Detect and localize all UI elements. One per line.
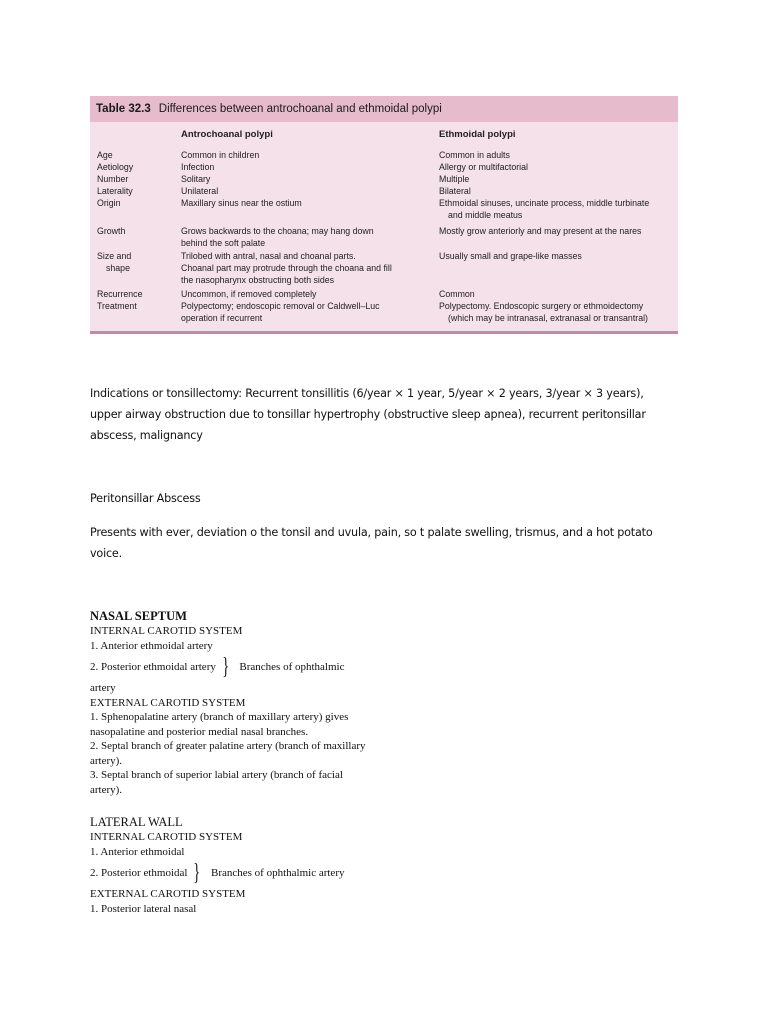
section-heading-lateral-wall: LATERAL WALL <box>90 815 183 829</box>
table-row: Treatment Polypectomy; endoscopic removal or Caldwell–Luc operation if recurrent Polypectomy. Endoscopic surgery or ethmoidectomy (which may be intranasal, extranasal or transantral) <box>97 301 648 323</box>
table-body <box>90 149 678 326</box>
brace-symbol: } <box>222 654 230 681</box>
nasal-septum-notes: NASAL SEPTUM INTERNAL CAROTID SYSTEM 1. Anterior ethmoidal artery 2. Posterior ethmoidal artery } Branches of ophthalmic artery EXTERNAL CAROTID SYSTEM 1. Sphenopalatine artery (branch of maxillary artery) gives nasopalatine and posterior medial nasal branches. 2. Septal branch of greater palatine artery (branch of maxillary artery). 3. Septal branch of superior labial artery (branch of facial artery). <box>90 609 410 797</box>
table-row: Age Common in children Common in adults <box>97 150 510 160</box>
section-heading-nasal-septum: NASAL SEPTUM <box>90 609 187 623</box>
table-title: Differences between antrochoanal and ethmoidal polypi <box>158 103 442 115</box>
table-row: Recurrence Uncommon, if removed completely Common <box>97 289 475 299</box>
tonsillectomy-indications: Indications or tonsillectomy: Recurrent tonsillitis (6/year × 1 year, 5/year × 2 years, 3/year × 3 years), upper airway obstruction due to tonsillar hypertrophy (obstructive sleep apnea), recurrent peritonsillar abscess, malignancy <box>90 387 646 442</box>
table-row: Growth Grows backwards to the choana; may hang down behind the soft palate Mostly grow anteriorly and may present at the nares <box>97 226 642 248</box>
table-row: Laterality Unilateral Bilateral <box>97 186 471 196</box>
section-heading-peritonsillar: Peritonsillar Abscess <box>90 492 201 505</box>
table-row: Aetiology Infection Allergy or multifactorial <box>97 162 528 172</box>
column-header-antrochoanal: Antrochoanal polypi <box>181 129 273 140</box>
table-row: Origin Maxillary sinus near the ostium Ethmoidal sinuses, uncinate process, middle turbinate and middle meatus <box>97 198 650 220</box>
column-header-ethmoidal: Ethmoidal polypi <box>439 129 516 140</box>
lateral-wall-notes: LATERAL WALL INTERNAL CAROTID SYSTEM 1. Anterior ethmoidal 2. Posterior ethmoidal } Branches of ophthalmic artery EXTERNAL CAROTID SYSTEM 1. Posterior lateral nasal <box>90 815 410 916</box>
table-row: Number Solitary Multiple <box>97 174 470 184</box>
peritonsillar-description: Presents with ever, deviation o the tonsil and uvula, pain, so t palate swelling, trismus, and a hot potato voice. <box>90 526 653 560</box>
table-number: Table 32.3 <box>96 103 151 115</box>
table-32-3 <box>90 96 678 334</box>
table-row: Size and shape Trilobed with antral, nasal and choanal parts. Choanal part may protrude through the choana and fill the nasopharynx obstructing both sides Usually small and grape-like masses <box>97 251 582 285</box>
brace-symbol: } <box>193 860 201 887</box>
table-caption <box>90 96 678 122</box>
